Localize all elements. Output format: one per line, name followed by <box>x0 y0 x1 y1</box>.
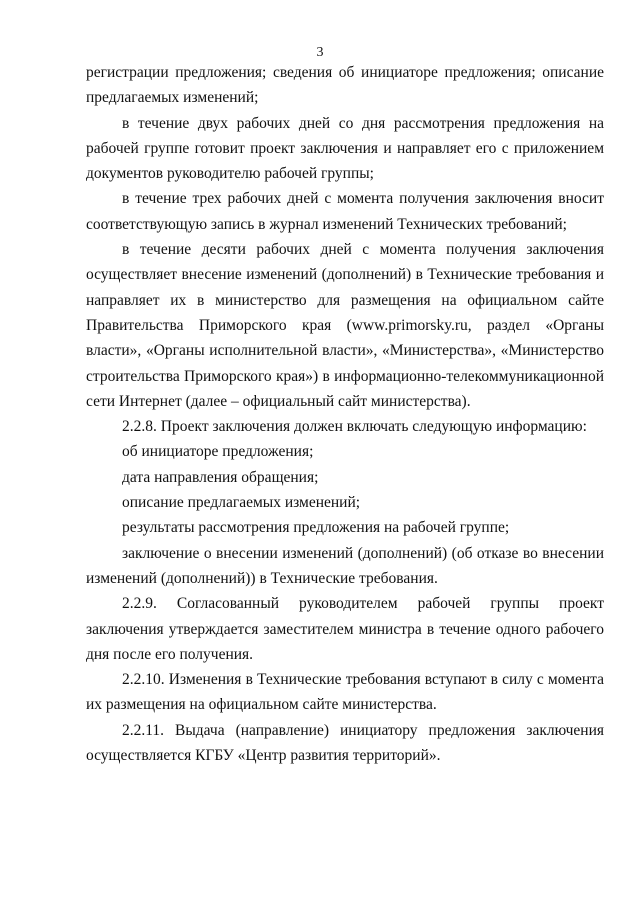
paragraph-2-2-8: 2.2.8. Проект заключения должен включать следующую информацию: <box>122 418 587 436</box>
page-number: 3 <box>316 45 324 60</box>
paragraph-two-days: в течение двух рабочих дней со дня рассмотрения предложения на рабочей группе готовит проект заключения и направляет его с приложением документов руководителю рабочей группы; <box>86 114 604 183</box>
paragraph-proposal-registration: регистрации предложения; сведения об инициаторе предложения; описание предлагаемых изменений; <box>86 64 604 107</box>
list-item-initiator: об инициаторе предложения; <box>122 443 314 461</box>
list-item-date: дата направления обращения; <box>122 468 319 486</box>
paragraph-three-days: в течение трех рабочих дней с момента получения заключения вносит соответствующую запись в журнал изменений Технических требований; <box>86 190 604 233</box>
paragraph-ten-days: в течение десяти рабочих дней с момента получения заключения осуществляет внесение изменений (дополнений) в Технические требования и направляет их в министерство для размещения на официальном сайте Правительства Приморского края (www.primorsky.ru, раздел «Органы власти», «Органы исполнительной власти», «Министерства», «Министерство строительства Приморского края») в информационно-телекоммуникационной сети Интернет (далее – официальный сайт министерства). <box>86 241 604 410</box>
paragraph-2-2-11: 2.2.11. Выдача (направление) инициатору предложения заключения осуществляется КГБУ «Центр развития территорий». <box>86 721 604 765</box>
paragraph-2-2-9: 2.2.9. Согласованный руководителем рабочей группы проект заключения утверждается заместителем министра в течение одного рабочего дня после его получения. <box>86 595 604 663</box>
list-item-results: результаты рассмотрения предложения на рабочей группе; <box>122 519 510 537</box>
list-item-conclusion: заключение о внесении изменений (дополнений) (об отказе во внесении изменений (дополнений)) в Технические требования. <box>86 544 604 587</box>
list-item-description: описание предлагаемых изменений; <box>122 494 361 512</box>
document-body <box>86 60 604 768</box>
paragraph-2-2-10: 2.2.10. Изменения в Технические требования вступают в силу с момента их размещения на официальном сайте министерства. <box>86 671 604 714</box>
